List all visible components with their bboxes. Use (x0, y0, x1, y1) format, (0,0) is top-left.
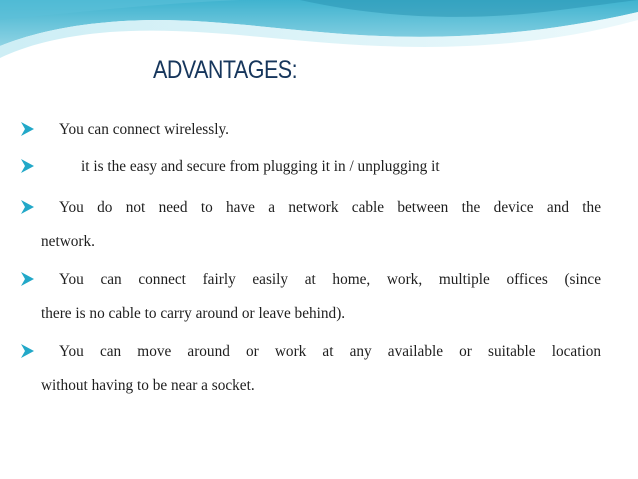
arrow-bullet-icon (17, 157, 39, 175)
bullet-text: it is the easy and secure from plugging it in / unplugging it (81, 158, 440, 175)
header-wave-decoration (0, 0, 638, 70)
arrow-bullet-icon (17, 198, 39, 216)
bullet-text-continued: network. (41, 233, 95, 250)
bullet-text: You can connect fairly easily at home, work, multiple offices (since (59, 271, 601, 288)
arrow-bullet-icon (17, 270, 39, 288)
bullet-text: You can move around or work at any available or suitable location (59, 343, 601, 360)
slide-title: ADVANTAGES: (153, 56, 298, 84)
bullet-text-continued: there is no cable to carry around or leave behind). (41, 305, 346, 322)
arrow-bullet-icon (17, 120, 39, 138)
bullet-text-continued: without having to be near a socket. (41, 377, 255, 394)
bullet-text: You do not need to have a network cable between the device and the (59, 199, 601, 216)
bullet-text: You can connect wirelessly. (59, 121, 229, 138)
arrow-bullet-icon (17, 342, 39, 360)
